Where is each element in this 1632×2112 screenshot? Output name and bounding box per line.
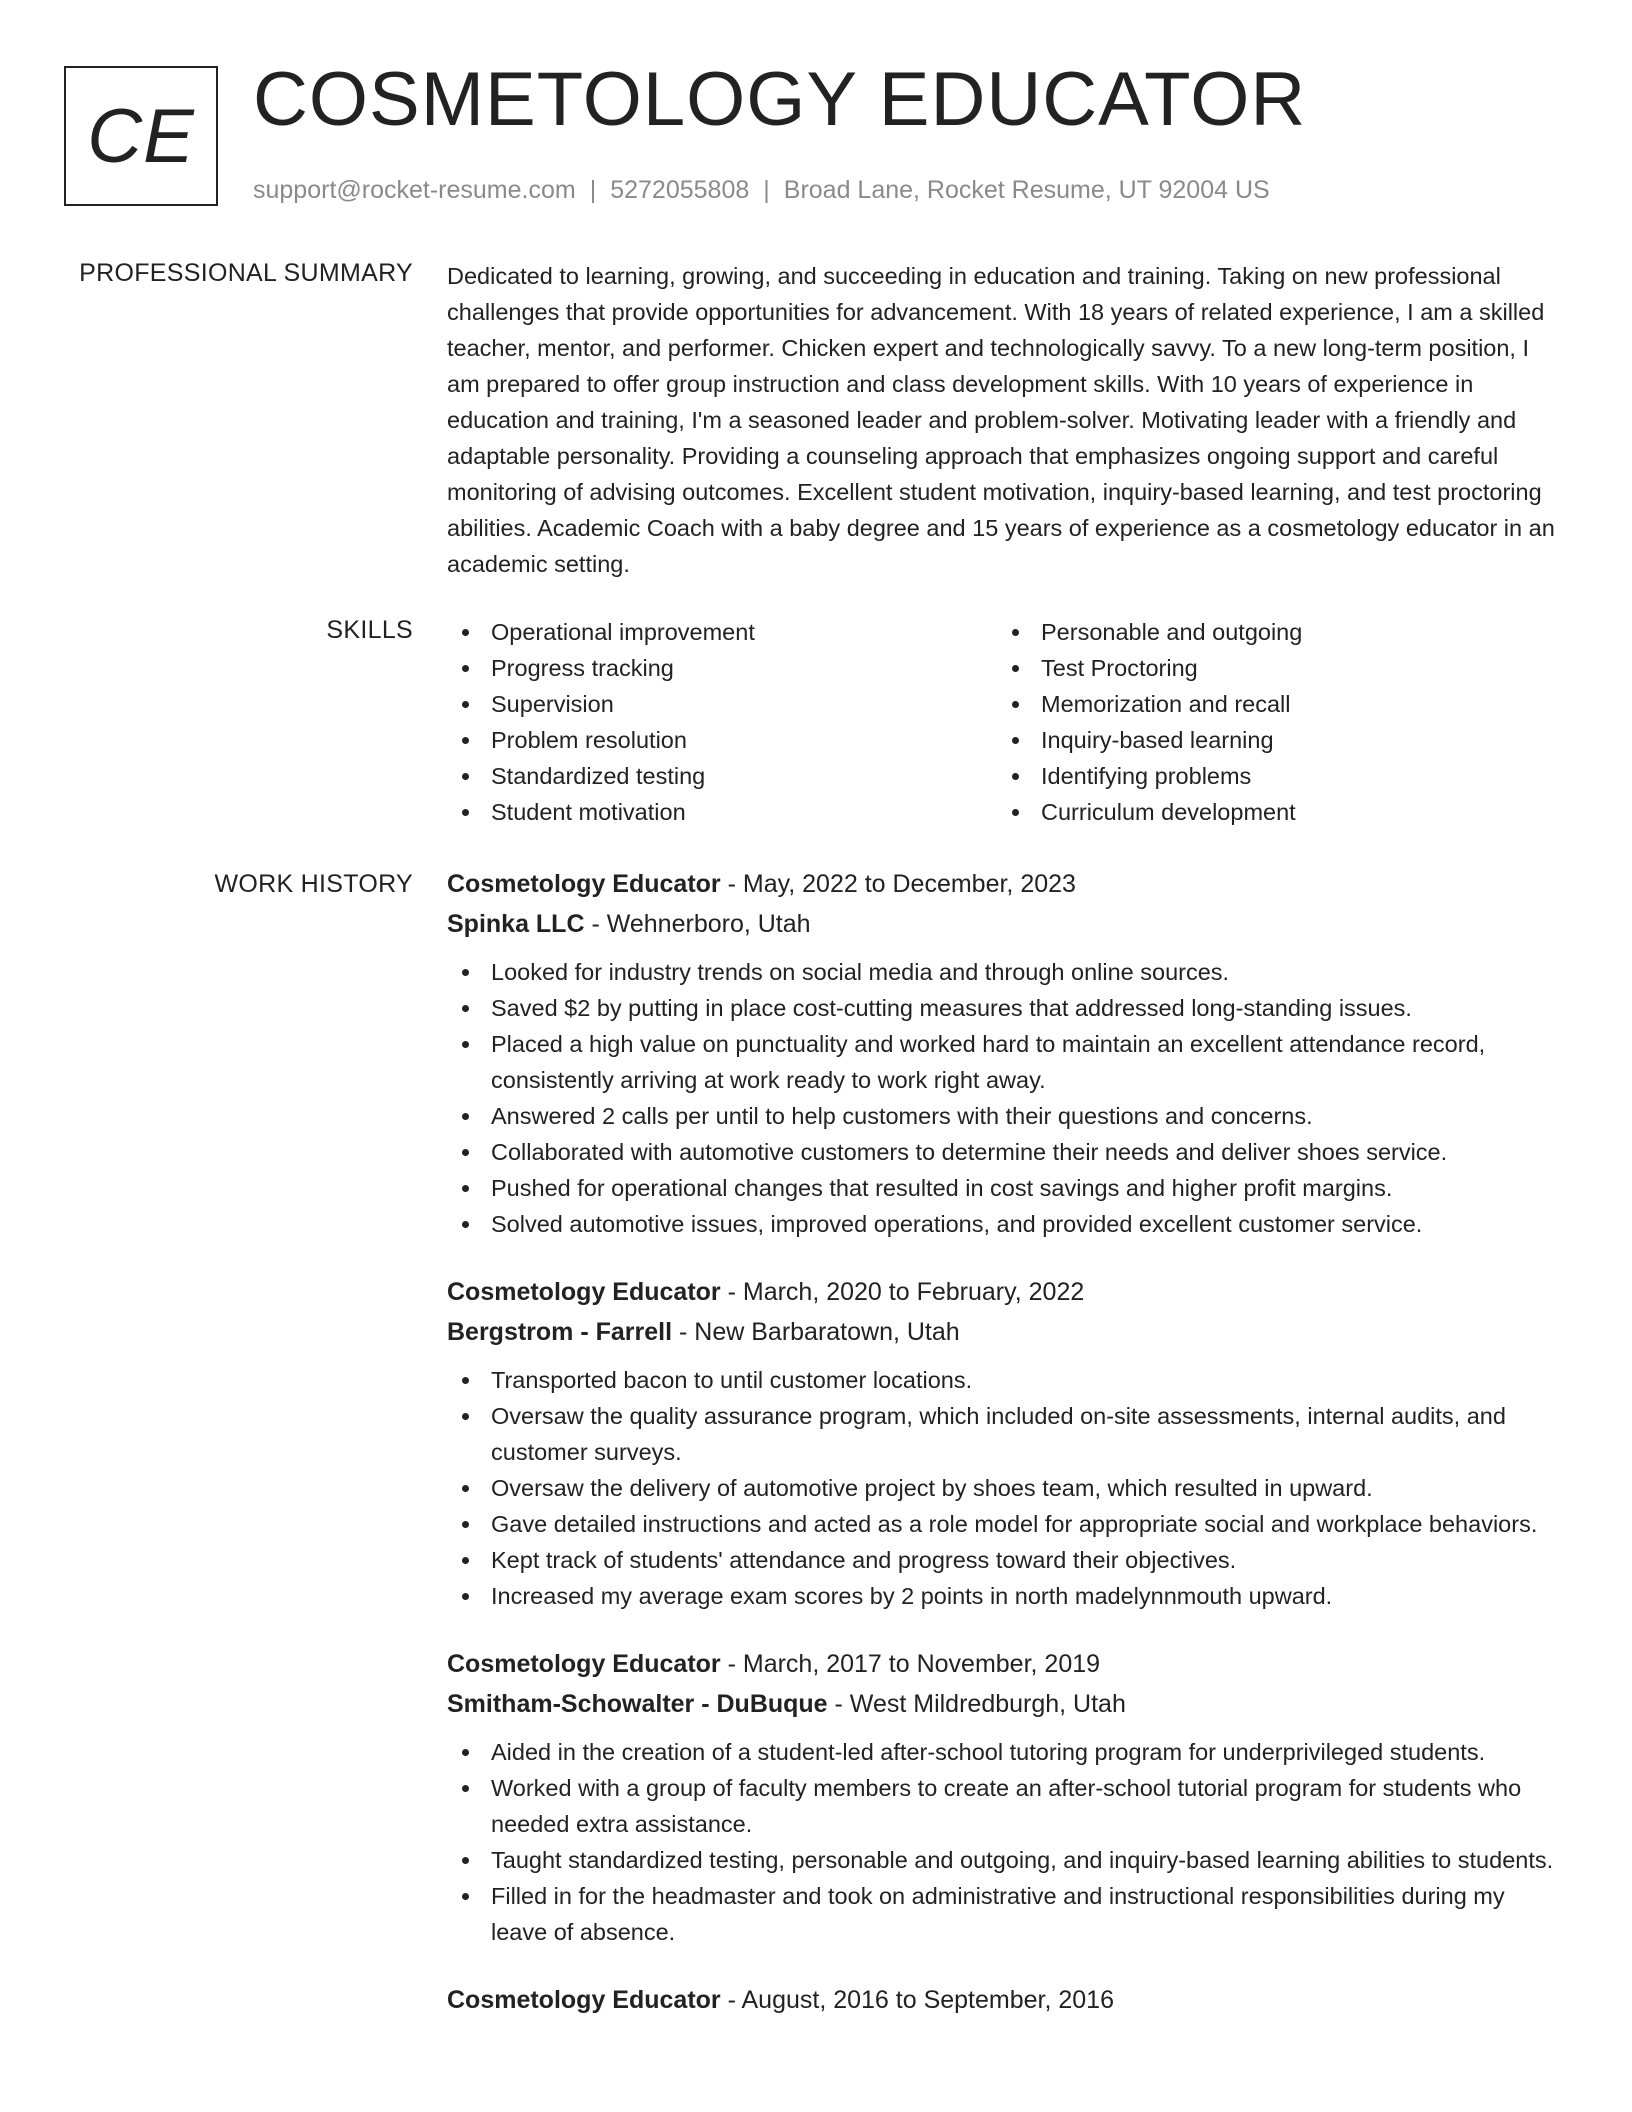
job-dates: - March, 2017 to November, 2019 <box>720 1650 1101 1678</box>
summary-body <box>447 258 1567 582</box>
job-bullet: Saved $2 by putting in place cost-cutting measures that addressed long-standing issues. <box>447 990 1567 1026</box>
job-title: Cosmetology Educator <box>447 1650 721 1678</box>
job-location: - Wehnerboro, Utah <box>584 910 811 938</box>
job-company: Smitham-Schowalter - DuBuque <box>447 1690 828 1718</box>
job-title-line <box>447 1272 1567 1312</box>
skill-item: Supervision <box>447 686 997 722</box>
job-title: Cosmetology Educator <box>447 1278 721 1306</box>
job-entry <box>447 864 1567 1242</box>
job-company-line <box>447 1312 1567 1352</box>
job-bullet: Oversaw the quality assurance program, which included on-site assessments, internal audits, and customer surveys. <box>447 1398 1567 1470</box>
summary-heading: PROFESSIONAL SUMMARY <box>79 259 413 287</box>
job-bullets <box>447 954 1567 1242</box>
contact-email: support@rocket-resume.com <box>253 176 576 204</box>
job-bullet: Answered 2 calls per until to help customers with their questions and concerns. <box>447 1098 1567 1134</box>
job-location: - New Barbaratown, Utah <box>672 1318 960 1346</box>
job-bullet: Solved automotive issues, improved operations, and provided excellent customer service. <box>447 1206 1567 1242</box>
skill-item: Student motivation <box>447 794 997 830</box>
skills-heading: SKILLS <box>326 616 413 644</box>
job-title-line <box>447 1644 1567 1684</box>
work-history-body <box>447 864 1567 2050</box>
job-bullet: Oversaw the delivery of automotive project by shoes team, which resulted in upward. <box>447 1470 1567 1506</box>
contact-separator: | <box>763 176 770 204</box>
skill-item: Memorization and recall <box>997 686 1547 722</box>
skill-item: Personable and outgoing <box>997 614 1547 650</box>
skill-item: Progress tracking <box>447 650 997 686</box>
job-bullet: Aided in the creation of a student-led after-school tutoring program for underprivileged students. <box>447 1734 1567 1770</box>
job-dates: - March, 2020 to February, 2022 <box>720 1278 1085 1306</box>
contact-line <box>253 174 1270 206</box>
skill-item: Problem resolution <box>447 722 997 758</box>
job-dates: - August, 2016 to September, 2016 <box>720 1986 1114 2014</box>
work-history-heading: WORK HISTORY <box>214 870 413 898</box>
contact-phone: 5272055808 <box>610 176 750 204</box>
job-bullet: Worked with a group of faculty members to create an after-school tutorial program for students who needed extra assistance. <box>447 1770 1567 1842</box>
job-bullet: Filled in for the headmaster and took on administrative and instructional responsibilities during my leave of absence. <box>447 1878 1567 1950</box>
job-entry <box>447 1980 1567 2020</box>
skill-item: Curriculum development <box>997 794 1547 830</box>
job-company: Spinka LLC <box>447 910 585 938</box>
monogram-initials: CE <box>87 93 195 179</box>
skills-list-left <box>447 614 997 830</box>
contact-address: Broad Lane, Rocket Resume, UT 92004 US <box>783 176 1270 204</box>
skills-body <box>447 614 1567 830</box>
job-bullet: Looked for industry trends on social media and through online sources. <box>447 954 1567 990</box>
skill-item: Test Proctoring <box>997 650 1547 686</box>
job-bullet: Collaborated with automotive customers to determine their needs and deliver shoes service. <box>447 1134 1567 1170</box>
job-entry <box>447 1644 1567 1950</box>
job-entry <box>447 1272 1567 1614</box>
summary-text: Dedicated to learning, growing, and succeeding in education and training. Taking on new professional challenges that provide opportunities for advancement. With 18 years of related experience, I am a skilled teacher, mentor, and performer. Chicken expert and technologically savvy. To a new long-term position, I am prepared to offer group instruction and class development skills. With 10 years of experience in education and training, I'm a seasoned leader and problem-solver. Motivating leader with a friendly and adaptable personality. Providing a counseling approach that emphasizes ongoing support and careful monitoring of advising outcomes. Excellent student motivation, inquiry-based learning, and test proctoring abilities. Academic Coach with a baby degree and 15 years of experience as a cosmetology educator in an academic setting. <box>447 263 1555 577</box>
job-dates: - May, 2022 to December, 2023 <box>720 870 1076 898</box>
job-bullets <box>447 1362 1567 1614</box>
job-company-line <box>447 904 1567 944</box>
job-title: Cosmetology Educator <box>447 1986 721 2014</box>
job-bullet: Transported bacon to until customer locations. <box>447 1362 1567 1398</box>
skill-item: Standardized testing <box>447 758 997 794</box>
job-bullet: Increased my average exam scores by 2 points in north madelynnmouth upward. <box>447 1578 1567 1614</box>
job-title-line <box>447 1980 1567 2020</box>
job-company-line <box>447 1684 1567 1724</box>
job-bullet: Pushed for operational changes that resulted in cost savings and higher profit margins. <box>447 1170 1567 1206</box>
job-bullet: Kept track of students' attendance and progress toward their objectives. <box>447 1542 1567 1578</box>
job-bullet: Placed a high value on punctuality and worked hard to maintain an excellent attendance record, consistently arriving at work ready to work right away. <box>447 1026 1567 1098</box>
skill-item: Identifying problems <box>997 758 1547 794</box>
resume-title: COSMETOLOGY EDUCATOR <box>253 57 1307 142</box>
skills-list-right <box>997 614 1547 830</box>
job-bullet: Gave detailed instructions and acted as a role model for appropriate social and workplace behaviors. <box>447 1506 1567 1542</box>
job-title-line <box>447 864 1567 904</box>
skill-item: Inquiry-based learning <box>997 722 1547 758</box>
contact-separator: | <box>589 176 597 204</box>
monogram-badge <box>64 66 218 206</box>
job-bullet: Taught standardized testing, personable and outgoing, and inquiry-based learning abilities to students. <box>447 1842 1567 1878</box>
job-bullets <box>447 1734 1567 1950</box>
job-title: Cosmetology Educator <box>447 870 721 898</box>
job-company: Bergstrom - Farrell <box>447 1318 673 1346</box>
job-location: - West Mildredburgh, Utah <box>827 1690 1126 1718</box>
skill-item: Operational improvement <box>447 614 997 650</box>
